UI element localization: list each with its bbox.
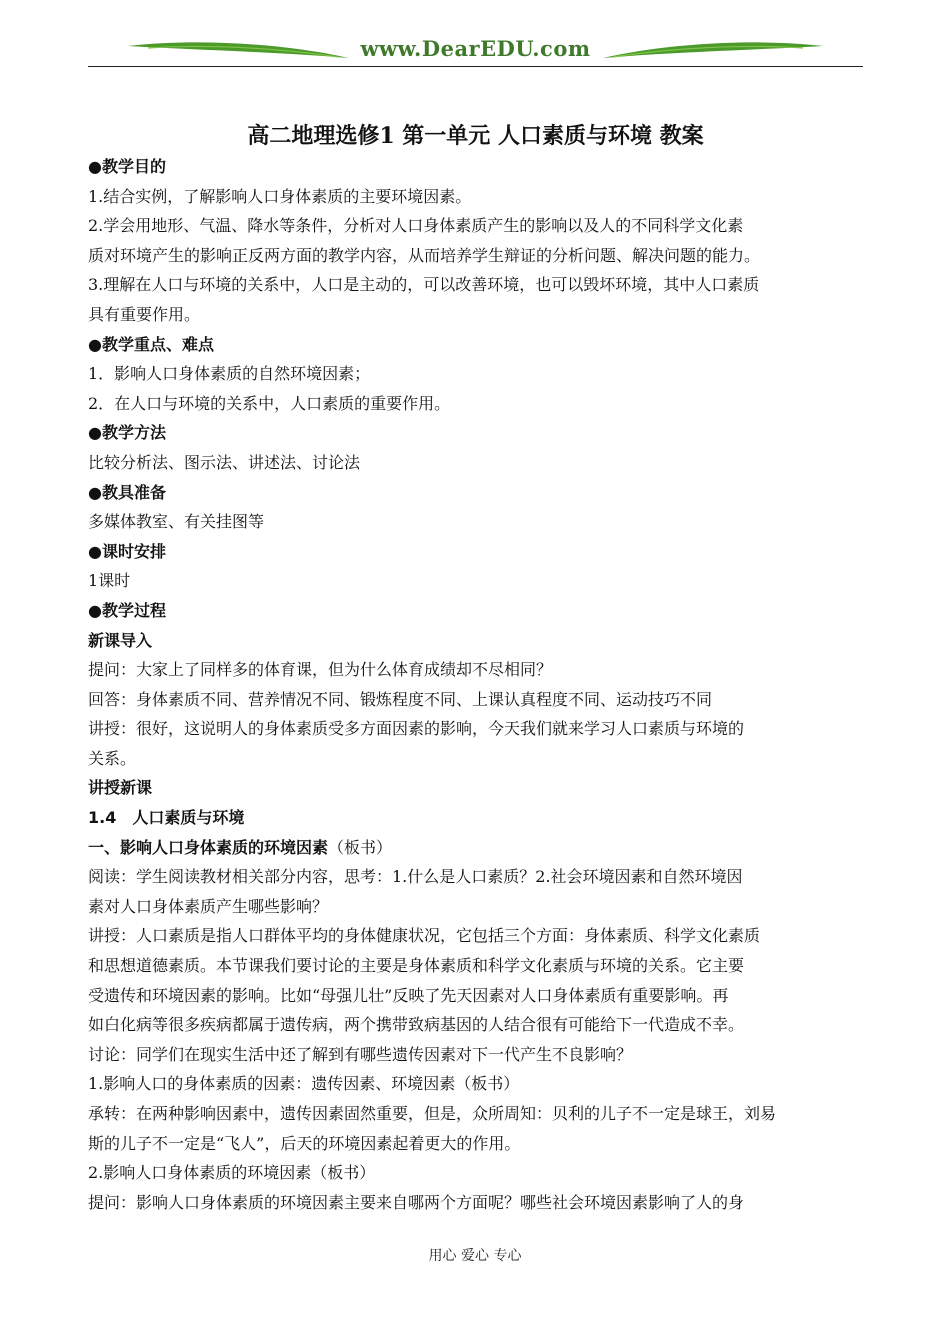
body-text-line: 素对人口身体素质产生哪些影响？	[88, 896, 329, 916]
body-text-line: 3.理解在人口与环境的关系中，人口是主动的，可以改善环境，也可以毁坏环境，其中人口素质	[88, 275, 760, 295]
body-text-line: 1课时	[88, 571, 131, 591]
board-note: （板书）	[328, 837, 393, 857]
body-text-line: 斯的儿子不一定是“飞人”，后天的环境因素起着更大的作用。	[88, 1133, 521, 1153]
body-text-line: 受遗传和环境因素的影响。比如“母强儿壮”反映了先天因素对人口身体素质有重要影响。再	[88, 985, 729, 1005]
document-body	[88, 152, 868, 1217]
body-text-line: 讲授：很好，这说明人的身体素质受多方面因素的影响，今天我们就来学习人口素质与环境的	[88, 719, 745, 739]
section-heading-bold: 一、影响人口身体素质的环境因素	[88, 837, 329, 857]
body-text-line: 承转：在两种影响因素中，遗传因素固然重要，但是，众所周知：贝利的儿子不一定是球王，刘易	[88, 1104, 777, 1123]
body-text-line: 多媒体教室、有关挂图等	[88, 512, 265, 532]
body-text-line: 提问：影响人口身体素质的环境因素主要来自哪两个方面呢？哪些社会环境因素影响了人的身	[88, 1192, 745, 1212]
body-text-line: 1.结合实例，了解影响人口身体素质的主要环境因素。	[88, 186, 472, 206]
body-text-line: 1.影响人口的身体素质的因素：遗传因素、环境因素（板书）	[88, 1074, 520, 1094]
section-heading: ●教学过程	[88, 600, 166, 620]
body-text-line: 如白化病等很多疾病都属于遗传病，两个携带致病基因的人结合很有可能给下一代造成不幸。	[88, 1015, 745, 1035]
body-text-line: 关系。	[88, 748, 137, 768]
header-divider	[88, 66, 863, 67]
body-text-line: 和思想道德素质。本节课我们要讨论的主要是身体素质和科学文化素质与环境的关系。它主要	[88, 956, 745, 976]
section-heading: 1.4 人口素质与环境	[88, 808, 245, 828]
body-text-line: 回答：身体素质不同、营养情况不同、锻炼程度不同、上课认真程度不同、运动技巧不同	[88, 689, 713, 709]
section-heading: 新课导入	[88, 630, 153, 650]
body-text-line: 阅读：学生阅读教材相关部分内容，思考：1.什么是人口素质？2.社会环境因素和自然环境因	[88, 867, 743, 887]
body-text-line: 讲授：人口素质是指人口群体平均的身体健康状况，它包括三个方面：身体素质、科学文化素质	[88, 926, 761, 946]
site-header-banner	[88, 32, 863, 70]
page-footer: 用心 爱心 专心	[428, 1248, 522, 1264]
body-text-line: 2．在人口与环境的关系中，人口素质的重要作用。	[88, 393, 451, 413]
site-logo-text: www.DearEDU.com	[360, 36, 591, 61]
section-heading: ●教具准备	[88, 482, 166, 502]
section-heading: 讲授新课	[88, 778, 153, 798]
section-heading: ●教学方法	[88, 423, 166, 443]
section-heading: ●教学目的	[88, 157, 166, 176]
section-heading-with-note	[88, 833, 868, 863]
section-heading: ●教学重点、难点	[88, 334, 214, 354]
body-text-line: 讨论：同学们在现实生活中还了解到有哪些遗传因素对下一代产生不良影响？	[88, 1044, 633, 1064]
body-text-line: 质对环境产生的影响正反两方面的教学内容，从而培养学生辩证的分析问题、解决问题的能力。	[88, 245, 761, 265]
body-text-line: 2.影响人口身体素质的环境因素（板书）	[88, 1163, 376, 1183]
body-text-line: 2.学会用地形、气温、降水等条件，分析对人口身体素质产生的影响以及人的不同科学文化素	[88, 216, 744, 236]
section-heading: ●课时安排	[88, 541, 166, 561]
body-text-line: 1．影响人口身体素质的自然环境因素；	[88, 364, 371, 384]
body-text-line: 提问：大家上了同样多的体育课，但为什么体育成绩却不尽相同？	[88, 660, 553, 680]
page-title: 高二地理选修1 第一单元 人口素质与环境 教案	[247, 123, 704, 149]
body-text-line: 具有重要作用。	[88, 304, 201, 324]
body-text-line: 比较分析法、图示法、讲述法、讨论法	[88, 452, 361, 472]
